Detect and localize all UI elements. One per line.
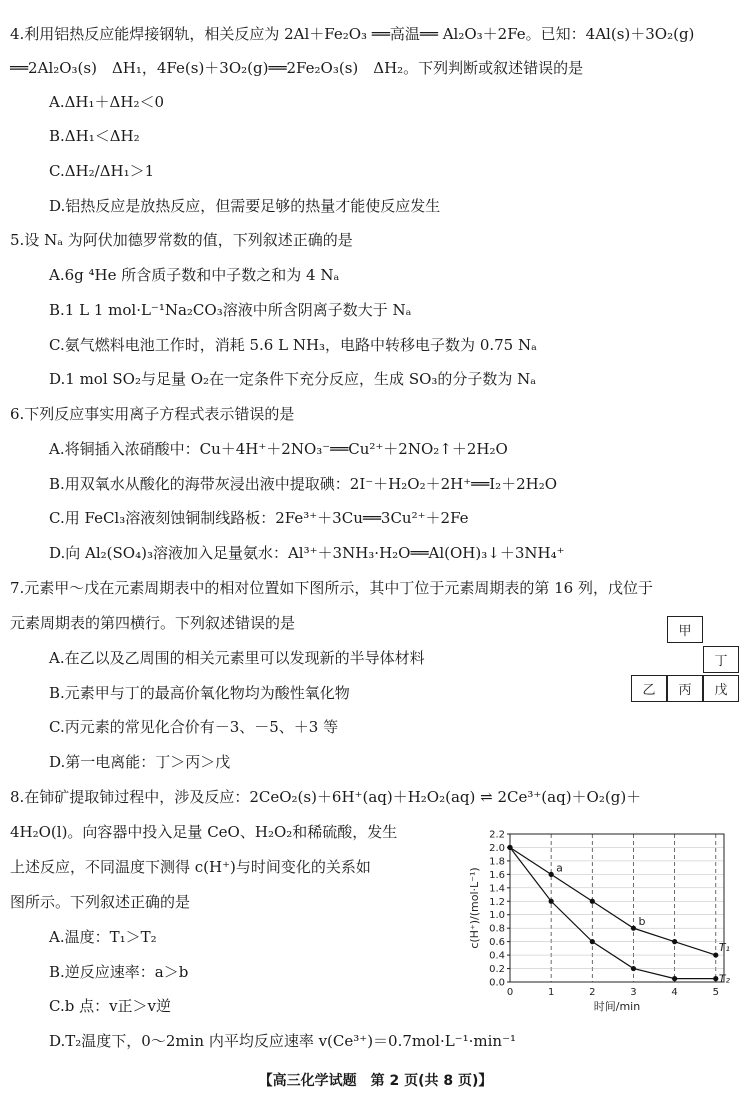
cell-bing: 丙 [667,675,703,702]
y-tick-label: 0.2 [489,964,505,976]
q7-option-d: D.第一电离能：丁＞丙＞戊 [49,753,231,771]
x-axis-label: 时间/min [593,1000,641,1013]
chart-series [507,845,718,981]
x-tick-label: 3 [630,987,637,998]
cell-yi: 乙 [631,675,667,702]
q7-option-c: C.丙元素的常见化合价有－3、－5、＋3 等 [49,718,339,736]
page-footer: 【高三化学试题 第 2 页(共 8 页)】 [258,1073,493,1089]
q8-option-c: C.b 点：v正＞v逆 [49,997,172,1015]
q5-stem: 5.设 Nₐ 为阿伏加德罗常数的值，下列叙述正确的是 [10,231,353,249]
y-tick-label: 0.6 [489,937,505,949]
q5-option-b: B.1 L 1 mol·L⁻¹Na₂CO₃溶液中所含阴离子数大于 Nₐ [49,301,412,319]
q6-stem: 6.下列反应事实用离子方程式表示错误的是 [10,405,295,423]
q8-stem-line2: 4H₂O(l)。向容器中投入足量 CeO、H₂O₂和稀硫酸，发生 [10,823,398,841]
q8-stem-line4: 图所示。下列叙述正确的是 [10,893,191,911]
q8-stem-line3: 上述反应，不同温度下测得 c(H⁺)与时间变化的关系如 [10,858,371,876]
q8-option-b: B.逆反应速率：a＞b [49,963,189,981]
chart-labels [556,861,730,985]
q4-option-c: C.ΔH₂/ΔH₁＞1 [49,162,155,180]
q5-option-d: D.1 mol SO₂与足量 O₂在一定条件下充分反应，生成 SO₃的分子数为 Nₐ [49,370,537,388]
x-tick-label: 1 [547,987,555,998]
series-name-label: T₁ [718,941,730,955]
q7-option-a: A.在乙以及乙周围的相关元素里可以发现新的半导体材料 [49,649,425,667]
q5-option-c: C.氨气燃料电池工作时，消耗 5.6 L NH₃，电路中转移电子数为 0.75 Nₐ [49,336,537,354]
chart-axes [468,830,724,1014]
data-point [549,899,554,904]
y-tick-label: 1.8 [489,856,505,868]
x-tick-label: 4 [671,987,678,998]
q7-stem-line2: 元素周期表的第四横行。下列叙述错误的是 [10,614,296,632]
y-tick-label: 0.8 [489,923,505,935]
data-point [590,939,595,944]
data-point [631,926,636,931]
q6-option-a: A.将铜插入浓硝酸中：Cu＋4H⁺＋2NO₃⁻══Cu²⁺＋2NO₂↑＋2H₂O [49,440,508,458]
cell-ding: 丁 [703,646,739,673]
q8-stem-line1: 8.在铈矿提取铈过程中，涉及反应：2CeO₂(s)＋6H⁺(aq)＋H₂O₂(aq) ⇌ 2Ce³⁺(aq)＋O₂(g)＋ [10,788,642,806]
x-tick-label: 2 [589,987,596,998]
cell-jia: 甲 [667,616,703,643]
plot-frame [510,834,724,982]
series-name-label: T₂ [718,972,730,986]
q6-option-d: D.向 Al₂(SO₄)₃溶液加入足量氨水：Al³⁺＋3NH₃·H₂O══Al(OH)₃↓＋3NH₄⁺ [49,544,565,562]
y-tick-label: 0.4 [489,950,505,962]
y-tick-label: 1.0 [489,910,505,922]
data-point [590,899,595,904]
data-point [507,845,512,850]
q7-stem-line1: 7.元素甲～戊在元素周期表中的相对位置如下图所示，其中丁位于元素周期表的第 16 列，戊位于 [10,579,653,597]
q8-option-d: D.T₂温度下，0～2min 内平均反应速率 v(Ce³⁺)＝0.7mol·L⁻¹·min⁻¹ [49,1032,516,1050]
y-tick-label: 2.2 [489,829,505,841]
data-point [713,976,718,981]
q7-option-b: B.元素甲与丁的最高价氧化物均为酸性氧化物 [49,684,350,702]
chart-grid [510,834,724,982]
q4-option-d: D.铝热反应是放热反应，但需要足够的热量才能使反应发生 [49,197,441,215]
q6-option-c: C.用 FeCl₃溶液刻蚀铜制线路板：2Fe³⁺＋3Cu══3Cu²⁺＋2Fe [49,509,469,527]
q4-stem-line2: ══2Al₂O₃(s) ΔH₁，4Fe(s)＋3O₂(g)══2Fe₂O₃(s) ΔH₂。下列判断或叙述错误的是 [10,59,584,77]
data-point [549,872,554,877]
y-axis-label: c(H⁺)/(mol·L⁻¹) [468,867,481,949]
q5-option-a: A.6g ⁴He 所含质子数和中子数之和为 4 Nₐ [49,266,340,284]
data-point [713,952,718,957]
y-tick-label: 0.0 [489,977,505,989]
x-tick-label: 5 [712,987,719,998]
cell-wu: 戊 [703,675,739,702]
q6-option-b: B.用双氧水从酸化的海带灰浸出液中提取碘：2I⁻＋H₂O₂＋2H⁺══I₂＋2H₂O [49,475,558,493]
data-point [672,976,677,981]
y-tick-label: 1.4 [489,883,505,895]
q4-stem-line1: 4.利用铝热反应能焊接钢轨，相关反应为 2Al＋Fe₂O₃ ══高温══ Al₂O₃＋2Fe。已知：4Al(s)＋3O₂(g) [10,25,695,43]
y-tick-label: 2.0 [489,842,505,854]
periodic-table-fragment [631,616,743,702]
y-tick-label: 1.6 [489,869,505,881]
data-point [672,939,677,944]
point-annotation: a [556,861,563,875]
point-annotation: b [638,915,646,929]
x-tick-label: 0 [506,987,514,998]
q4-option-b: B.ΔH₁＜ΔH₂ [49,127,140,145]
data-point [631,966,636,971]
y-tick-label: 1.2 [489,896,505,908]
concentration-time-chart [462,822,747,1017]
q8-option-a: A.温度：T₁＞T₂ [49,928,157,946]
q4-option-a: A.ΔH₁＋ΔH₂＜0 [49,93,164,111]
